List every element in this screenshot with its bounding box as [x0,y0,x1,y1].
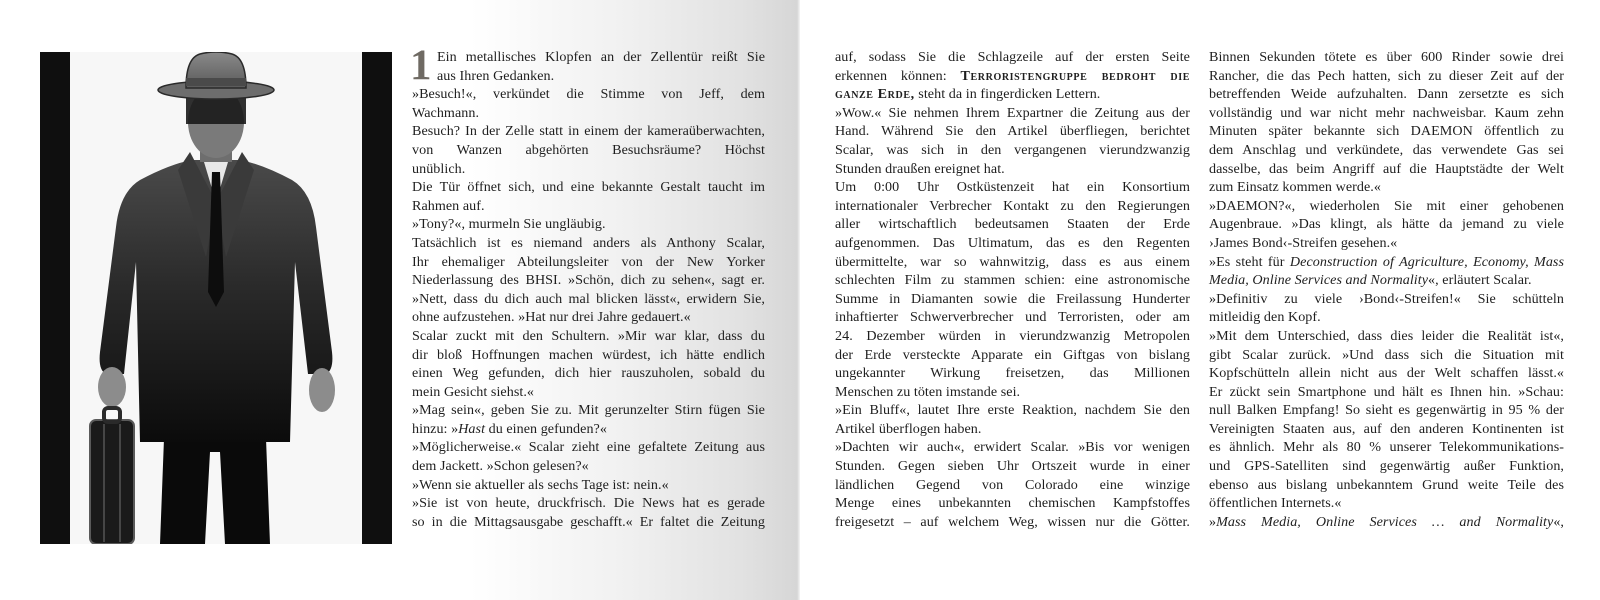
text-run: steht da in fingerdicken Lettern. [914,86,1101,103]
text-run: ohne aufzustehen. »Hat nur drei Jahre gedauert.« [412,309,691,326]
text-run: gibt Scalar zurück. »Und dass sich die Situation mit [1209,346,1564,363]
text-run: Die Tür öffnet sich, und eine bekannte Gestalt taucht im [412,179,765,196]
text-line [835,215,1190,234]
text-run: »Ein Bluff«, lautet Ihre erste Reaktion, nachdem Sie den [835,402,1190,419]
text-run: dem Jackett. »Schon gelesen?« [412,458,589,475]
text-line [835,253,1190,272]
text-run: »Mit dem Unterschied, dass dies leider die Realität ist«, [1209,327,1564,344]
text-line [412,160,765,179]
text-line [412,308,765,327]
text-line [412,290,765,309]
text-line [1209,308,1564,327]
headline-small-caps: Terroristengruppe bedroht die [960,67,1190,84]
text-run: dem Anschlag und verkündete, das verwendete Gas sei [1209,141,1564,158]
text-line [835,104,1190,123]
text-line [412,420,765,439]
text-line [835,178,1190,197]
text-run: aus Ihren Gedanken. [437,67,555,84]
text-line [412,364,765,383]
text-line [835,494,1190,513]
text-run: Binnen Sekunden tötete es über 600 Rinder sowie drei [1209,49,1564,65]
text-line [835,457,1190,476]
text-line [412,271,765,290]
text-line [412,215,765,234]
text-run: »Es steht für [1209,253,1290,270]
text-run: Vereinigten Staaten aus, auf den anderen Kontinenten ist [1209,420,1564,437]
text-run: der Erde versteckte Apparate ein Giftgas von bislang [835,346,1190,363]
text-run: «, [1553,513,1564,530]
text-run: Kopfschütteln allein nicht aus der Welt schaffen lässt.« [1209,365,1564,382]
text-line [835,308,1190,327]
text-line [412,234,765,253]
text-line [835,271,1190,290]
text-run: dasselbe, das beim Angriff auf die Hauptstädte der Welt [1209,160,1564,177]
briefcase [90,420,134,544]
italic-text: Mass Media, Online Services … and Normality [1216,513,1554,530]
text-line [1209,85,1564,104]
text-line [412,346,765,365]
text-run: Scalar, was sich in den vergangenen vierundzwanzig [835,141,1190,158]
text-run: Besuch? In der Zelle statt in einem der kameraüberwachten, [412,123,765,140]
text-line [412,457,765,476]
text-run: Scalar zuckt mit den Schultern. »Mir war klar, dass du [412,327,765,344]
text-line [1209,494,1564,513]
text-run: unüblich. [412,160,466,177]
text-run: »Definitiv zu viele ›Bond‹-Streifen!« Sie schütteln [1209,290,1564,307]
text-line [1209,271,1564,290]
text-line [835,290,1190,309]
text-line [835,513,1190,532]
text-line [1209,197,1564,216]
text-run: mein Gesicht siehst.« [412,383,535,400]
text-line [1209,401,1564,420]
text-run: einen Weg gefunden, dich hier rauszuholen, sobald du [412,365,765,382]
text-line [412,178,765,197]
text-run: auf, sodass Sie die Schlagzeile auf der ersten Seite [835,49,1190,65]
text-run: Hand. Während Sie den Artikel überfliegen, berichtet [835,123,1190,140]
text-run: aufgenommen. Das Ultimatum, das es den Regenten [835,234,1190,251]
text-line [835,141,1190,160]
text-run: dir bloß Hoffnungen machen würdest, ich hätte endlich [412,346,765,363]
text-run: 24. Dezember würden in vierundzwanzig Metropolen [835,327,1190,344]
text-line [412,197,765,216]
face-shadow [186,98,246,124]
text-run: ländlichen Gegend von Colorado eine winzige [835,476,1190,493]
text-run: so in die Mittagsausgabe geschafft.« Er faltet die Zeitung [412,513,765,530]
text-line [1209,346,1564,365]
text-run: «, erläutert Scalar. [1428,272,1532,289]
text-line [1209,234,1564,253]
text-run: Augenbraue. »Das klingt, als hätte da jemand zu viele [1209,216,1564,233]
text-line [1209,364,1564,383]
italic-text: Media, Online Services and Normality [1209,272,1429,289]
italic-text: Deconstruction of Agriculture, Economy, Mass [1289,253,1564,270]
text-line [1209,420,1564,439]
text-run: »Sie ist von heute, druckfrisch. Die News hat es gerade [412,495,765,512]
text-run: Menschen zu töten imstande sei. [835,383,1021,400]
text-line [835,160,1190,179]
text-run: Summe in Diamanten sowie die Freilassung Hunderter [835,290,1190,307]
text-line [1209,438,1564,457]
text-line [412,253,765,272]
text-line [1209,327,1564,346]
text-run: aller wirtschaftlich bedeutsamen Staaten der Erde [835,216,1190,233]
text-run: und GPS-Satelliten sind gegenwärtig außer Funktion, [1209,458,1564,475]
text-column-right-page-1 [835,48,1190,531]
text-line [412,48,765,67]
hat-band [186,78,246,86]
text-line [412,383,765,402]
text-line [412,85,765,104]
text-run: »Wenn sie aktueller als sechs Tage ist: nein.« [412,476,669,493]
text-run: »Mag sein«, geben Sie zu. Mit gerunzelter Stirn fügen Sie [412,402,765,419]
text-line [1209,383,1564,402]
text-line [835,197,1190,216]
text-line [1209,160,1564,179]
text-run: von Wanzen abgehörten Besuchsräume? Höchst [412,141,765,158]
text-run: inhaftierter Schwerverbrecher und Terroristen, oder am [835,309,1190,326]
text-run: du einen gefunden?« [485,420,607,437]
text-line [835,476,1190,495]
text-line [835,48,1190,67]
page-gutter [797,0,800,600]
text-run: Rahmen auf. [412,197,485,214]
text-line [1209,215,1564,234]
text-run: Rancher, die das Pech hatten, sich zu dieser Zeit auf der [1209,67,1564,84]
text-run: Ihr ehemaliger Abteilungsleiter von der New Yorker [412,253,765,270]
text-run: mitleidig den Kopf. [1209,309,1321,326]
text-run: es ähnlich. Mehr als 80 % unserer Telekommunikations- [1209,439,1564,456]
text-line [412,494,765,513]
text-line [1209,67,1564,86]
text-line [835,67,1190,86]
text-run: zum Einsatz kommen werde.« [1209,179,1381,196]
text-run: » [1209,513,1217,530]
text-run: internationaler Verbrecher Kontakt zu den Regierungen [835,197,1190,214]
text-line [835,85,1190,104]
text-run: Stunden draußen ereignet hat. [835,160,1005,177]
text-line [1209,178,1564,197]
text-line [412,513,765,532]
text-line [835,327,1190,346]
text-run: ungekannter Wirkung freisetzen, das Millionen [835,365,1190,382]
text-run: »Tony?«, murmeln Sie ungläubig. [412,216,606,233]
text-line [412,401,765,420]
text-line [1209,290,1564,309]
text-line [412,327,765,346]
italic-text: Hast [458,420,486,437]
text-run: Tatsächlich ist es niemand anders als Anthony Scalar, [412,234,765,251]
text-run: »Nett, dass du dich auch mal blicken lässt«, erwidern Sie, [412,290,765,307]
left-frame-bar [40,52,70,544]
text-line [412,122,765,141]
text-run: Stunden. Gegen sieben Uhr Ortszeit wurde in einer [835,458,1190,475]
text-run: hinzu: » [412,420,459,437]
text-run: Wachmann. [412,104,480,121]
text-run: Um 0:00 Uhr Ostküstenzeit hat ein Konsortium [835,179,1190,196]
text-run: null Balken Empfang! So sieht es gegenwärtig in 95 % der [1209,402,1564,419]
text-line [1209,476,1564,495]
text-line [1209,122,1564,141]
chapter-illustration [40,52,392,544]
text-line [412,67,765,86]
text-line [1209,457,1564,476]
text-run: »Möglicherweise.« Scalar zieht eine gefaltete Zeitung aus [412,439,765,456]
text-line [412,476,765,495]
headline-small-caps: ganze Erde, [835,86,915,103]
text-line [412,438,765,457]
text-line [835,383,1190,402]
text-run: erkennen können: [835,67,961,84]
text-line [835,364,1190,383]
text-run: Artikel überflogen haben. [835,420,982,437]
text-run: öffentlichen Internets.« [1209,495,1342,512]
text-run: »Besuch!«, verkündet die Stimme von Jeff, dem [412,86,765,103]
left-hand [98,367,126,407]
text-line [1209,513,1564,532]
text-run: ebenso aus bislang unbekanntem Grund weite Teile des [1209,476,1564,493]
text-line [835,346,1190,365]
man-in-fedora-illustration [40,52,392,544]
text-line [835,122,1190,141]
chapter-number-drop-cap: 1 [410,42,432,89]
text-run: Minuten später bekannte sich DAEMON öffentlich zu [1209,123,1564,140]
text-line [412,104,765,123]
text-run: Ein metallisches Klopfen an der Zellentür reißt Sie [437,49,765,65]
text-run: betreffenden Weide aufzuhalten. Dann zersetzte es sich [1209,86,1564,103]
text-line [835,438,1190,457]
text-run: freigesetzt – auf welchem Weg, wissen nur die Götter. [835,513,1190,530]
text-line [1209,253,1564,272]
text-line [1209,48,1564,67]
text-run: »Wow.« Sie nehmen Ihrem Expartner die Zeitung aus der [835,104,1190,121]
right-hand [309,368,335,412]
text-column-left-page [410,42,765,531]
text-run: »Dachten wir auch«, erwidert Scalar. »Bis vor wenigen [835,439,1190,456]
text-line [412,141,765,160]
text-line [1209,141,1564,160]
text-run: Menge eines unbekannten chemischen Kampfstoffes [835,495,1190,512]
text-line [835,234,1190,253]
text-line [835,420,1190,439]
text-line [835,401,1190,420]
text-run: übermittelte, war so wahnwitzig, dass es aus einem [835,253,1190,270]
text-run: schlechten Film zu stammen schien: eine astronomische [835,272,1190,289]
right-frame-bar [362,52,392,544]
text-run: Niederlassung des BHSI. »Schön, dich zu sehen«, sagt er. [412,272,765,289]
text-run: ›James Bond‹-Streifen gesehen.« [1209,234,1398,251]
text-run: Er zückt sein Smartphone und hält es Ihnen hin. »Schau: [1209,383,1564,400]
text-run: »DAEMON?«, wiederholen Sie mit einer gehobenen [1209,197,1564,214]
text-run: vollständig und war nicht mehr nachweisbar. Kaum zehn [1209,104,1564,121]
text-line [1209,104,1564,123]
text-column-right-page-2 [1209,48,1564,531]
